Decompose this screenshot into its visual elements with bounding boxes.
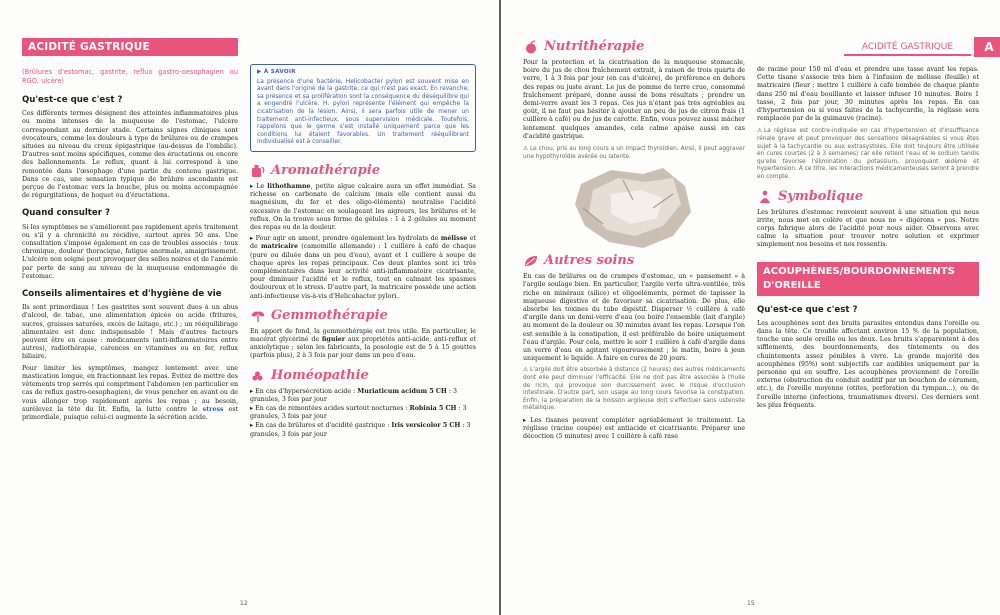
leaf-icon <box>523 254 539 268</box>
homeo-item-2: ▸ En cas de remontées acides surtout nocturnes : Robinia 5 CH : 3 granules, 3 fois par jour <box>250 405 467 421</box>
heading-what: Qu'est-ce que c'est ? <box>22 95 123 105</box>
section-header-acidite: ACIDITÉ GASTRIQUE <box>22 38 238 56</box>
symbolique-heading: Symbolique <box>757 190 979 204</box>
nutri-warning: ⚠ Le chou, pris au long cours a un impact thyroïdien. Ainsi, il peut aggraver une hypothyroïdie avérée ou latente. <box>523 146 745 160</box>
nutritherapie-heading: Nutrithérapie <box>523 40 745 54</box>
stress-link[interactable]: stress <box>202 405 224 413</box>
corner-letter: A <box>974 37 1000 57</box>
para-advice-2: Pour limiter les symptômes, mangez lentement avec une mastication longue, en fractionnant les repas. Évitez de mettre des vêtements trop serrés qui compriment l'abdomen (en particulier en cas de reflux gastro-oesophagien), de vous pencher en avant ou de vous allonger trop rapidement après les repas ; au besoin, surélevez la tête du lit. Enfin, la lutte contre le stress est primordiale, puisque celui-ci augmente la sécrétion acide. <box>22 364 238 421</box>
right-page <box>501 0 1000 615</box>
essential-oil-bottle-icon <box>250 164 266 178</box>
para-when: Si les symptômes ne s'améliorent pas rapidement après traitement ou s'il y a chronicité ou récidive, surtout après 50 ans. Une consultation s'impose également en cas de troubles associés : toux chronique, douleur thoracique, fatigue anormale, amaigrissement. L'ulcère non soigné peut provoquer des selles noires et de l'anémie par perte de sang au niveau de la muqueuse endommagée de l'estomac. <box>22 223 238 280</box>
granules-tube-icon <box>250 369 266 383</box>
page-number-right: 15 <box>747 600 755 607</box>
col2-warning: ⚠ La réglisse est contre-indiquée en cas d'hypertension et d'insuffisance rénale grave et peut provoquer des sensations désagréables si vous êtes sujet à la tachycardie ou aux extrasystoles. Elle doit toujours être utilisée en cures courtes (2 à 3 semaines) car elle retient l'eau et le sodium tandis qu'elle favorise l'élimination du potassium, provoquant œdème et hypertension. À ce titre, les interactions médicamenteuses seront à prendre en compte. <box>757 128 979 180</box>
page-number-left: 12 <box>240 600 248 607</box>
aroma-para-1: ▸ Le lithothamne, petite algue calcaire aura un effet immédiat. Sa richesse en carbonate de calcium (mais elle contient aussi du magnésium, du fer et des oligo-éléments) neutralise l'acidité excessive de l'estomac en soulageant les aigreurs, les brûlures et le reflux. On la trouve sous forme de gélules : 1 à 2 gélules au moment des repas ou de la douleur. <box>250 182 477 231</box>
autres-soins-heading: Autres soins <box>523 254 745 268</box>
a-savoir-title: ▶ À SAVOIR <box>257 69 296 75</box>
warning-icon: ⚠ <box>523 146 529 153</box>
autres-para-1: En cas de brûlures ou de crampes d'estomac, un « pansement » à l'argile soulage bien. En particulier, l'argile verte ultra-ventilée, très riche en minéraux (silice) et oligoéléments, permet de tapisser la muqueuse digestive et de favoriser sa cicatrisation. De plus, elle absorbe les toxines du tube digestif. Disperser ½ cuillère à café d'argile dans un demi-verre d'eau (ou boire l'ensemble (lait d'argile) au moment de la douleur ou 30 minutes avant les repas. Lorsque l'on est sensible à la constipation, il est préférable de boire uniquement l'eau d'argile. Pour cela, mettre le soir 1 cuillère à café d'argile dans un verre d'eau en agitant vigoureusement ; le matin, boire à jeun uniquement le liquide. À faire en cures de 20 jours. <box>523 273 745 363</box>
right-column-2 <box>757 66 979 413</box>
corner-tab <box>844 37 1000 57</box>
acou-heading: Qu'est-ce que c'est ? <box>757 304 858 315</box>
homeo-item-1: ▸ En cas d'hypersécrétion acide : Muriaticum acidum 5 CH : 3 granules, 3 fois par jour <box>250 387 458 403</box>
homeo-item-3: ▸ En cas de brûlures et d'acidité gastrique : Iris versicolor 5 CH : 3 granules, 3 fois par jour <box>250 422 471 438</box>
heading-advice: Conseils alimentaires et d'hygiène de vie <box>22 289 222 300</box>
acou-para: Les acouphènes sont des bruits parasites entendus dans l'oreille ou dans la tête. Ce trouble affectant environ 15 % de la population, touche une seule oreille ou les deux. Les bruits s'apparentent à des sifflements, des bourdonnements, des tintements ou des chuintements assez pénibles à vivre. La grande majorité des acouphènes (95%) sont subjectifs car audibles uniquement par la personne qui en souffre. Les acouphènes proviennent de l'oreille externe (obstruction du conduit auditif par un bouchon de cérumen, etc.), de l'oreille moyenne (otites, perforation du tympan...), ou de l'oreille interne (infections, traumatismes divers). Ces derniers sont les plus fréquents. <box>757 319 979 409</box>
left-page-col2 <box>250 64 476 442</box>
plant-bud-icon <box>250 309 266 323</box>
heading-when: Quand consulter ? <box>22 208 110 219</box>
para-advice-1: Ils sont primordiaux ! Les gastrites sont souvent dues à un abus d'alcool, de tabac, une alimentation épicée ou acide (fritures, sucres, graisses saturées, excès de laitage, etc.) ; un rééquilibrage alimentaire est donc indispensable ! Mais d'autres facteurs peuvent être en cause : médicaments (anti-inflammatoires entre autres), radiothérapie, carences en vitamines ou en fer, reflux biliaire. <box>22 304 238 361</box>
autres-para-2: ▸ Les tisanes peuvent compléter agréablement le traitement. La réglisse (racine coupée) est antiacide et cicatrisante. Préparer une décoction (5 minutes) avec 1 cuillère à café rase <box>523 417 745 441</box>
left-column <box>22 68 238 425</box>
right-column-1 <box>523 40 745 445</box>
symbol-figure-icon <box>757 190 773 204</box>
left-page <box>0 0 499 615</box>
corner-label: ACIDITÉ GASTRIQUE <box>844 40 971 56</box>
a-savoir-text: La présence d'une bactérie, Helicobacter pylori est souvent mise en avant dans l'origine de la gastrite, ce qui n'est pas exact. En revanche, sa présence et sa prolifération sont la conséquence du déséquilibre qui a engendré l'ulcère. H. pylori représente l'élément qui empêche la cicatrisation de la lésion. Ainsi, il sera parfois utile de mener un traitement anti-infectieux, sous supervision médicale. Toutefois, rappelons que le germe s'est installé uniquement parce que les conditions lui étaient favorables. Un traitement rééquilibrant individualisé est à conseiller. <box>257 78 469 146</box>
acouphenes-header: ACOUPHÈNES/BOURDONNEMENTS D'OREILLE <box>757 262 979 296</box>
a-savoir-box <box>250 64 476 152</box>
gemmotherapie-heading: Gemmothérapie <box>250 309 476 323</box>
fruit-icon <box>523 40 539 54</box>
symb-para: Les brûlures d'estomac renvoient souvent à une situation qui nous irrite, nous met en colère et que nous ne « digérons » pas. Notre corps fabrique alors de l'acidité pour nous aider. Observons avec calme la situation pour trouver notre solution et exprimer simplement nos besoins et nos ressentis. <box>757 208 979 249</box>
subtitle: (Brûlures d'estomac, gastrite, reflux gastro-oesophagien ou RGO, ulcère) <box>22 68 238 85</box>
col2-para: de racine pour 150 ml d'eau et prendre une tasse avant les repas. Cette tisane s'associe très bien à l'infusion de mélisse (feuille) et matricaire (fleur ; mettre 1 cuillère à café bombée de chaque plante dans 250 ml d'eau bouillante et laisser infuser 10 minutes. Boire 1 tasse, 2 fois par jour, 30 minutes après les repas. En cas d'hypertension ou si vous faites de la tachycardie, la réglisse sera remplacée par de la guimauve (racine). <box>757 66 979 123</box>
homeopathie-heading: Homéopathie <box>250 369 476 383</box>
nutri-para: Pour la protection et la cicatrisation de la muqueuse stomacale, boire du jus de chou fraîchement extrait, à raison de trois quarts de verre, 1 à 3 fois par jour (en cas d'ulcère), de préférence en dehors des repas ou juste avant. Le jus de pomme de terre crue, consommé fraîchement préparé, donne aussi de bons résultats ; prendre un demi-verre avant les 3 repas. Ces jus n'étant pas très agréables au goût, il ne faut pas hésiter à ajouter un peu de jus de citron frais (1 cuillère à café) ou de jus de carotte. Enfin, vous pouvez aussi mâcher lentement quelques amandes, cela calme apaise aussi en cas d'acidité gastrique. <box>523 59 745 140</box>
autres-warning: ⚠ L'argile doit être absorbée à distance (2 heures) des autres médicaments dont elle peut diminuer l'efficacité. Elle ne doit pas être associée à l'huile de ricin, qui provoque son durcissement avec le risque d'occlusion intestinale. D'autre part, son usage au long cours favorise la constipation. Enfin, la préparation de la boisson argileuse doit s'effectuer sans ustensile métallique. <box>523 367 745 412</box>
warning-icon: ⚠ <box>523 367 529 374</box>
warning-icon: ⚠ <box>757 128 763 135</box>
gemmo-para: En apport de fond, la gemmothérapie est très utile. En particulier, le macérat glycériné de figuier aux propriétés anti-acide, anti-reflux et anxiolytique ; selon les fabricants, la posologie est de 5 à 15 gouttes (parfois plus), 2 à 3 fois par jour dans un peu d'eau. <box>250 327 476 360</box>
para-what: Ces différents termes désignent des atteintes inflammatoires plus ou moins intenses de la muqueuse de l'estomac, l'ulcère correspondant au dernier stade. Certains signes cliniques sont évocateurs, comme les douleurs à type de brûlures ou de crampes situées au niveau du creux épigastrique (au-dessus de l'ombilic). D'autres sont moins spécifiques, comme des éructations ou encore des ballonnements. Le reflux, quant à lui correspond à une remontée dans l'œsophage d'une partie du contenu gastrique. Dans ce cas, une sensation typique de brûlure ascendante est perçue de l'estomac vers la bouche, plus ou moins accompagnée de régurgitations, de hoquet ou d'éructations. <box>22 110 238 200</box>
clay-stone-image <box>523 164 745 254</box>
aroma-para-2: ▸ Pour agir en amont, prendre également les hydrolats de mélisse et de matricaire (camomille allemande) : 1 cuillère à café de chaque (pure ou diluée dans un peu d'eau), avant et 1 cuillère à soupe de chaque après les repas principaux. Ces deux plantes sont ici très complémentaires dans leur activité anti-inflammatoire cicatrisante, pour diminuer l'acidité et le reflux, tout en calmant les spasmes douloureux et le stress. D'autre part, la matricaire possède une action anti-infectieuse vis-à-vis d'Helicobacter pylori. <box>250 235 476 300</box>
aromatherapie-heading: Aromathérapie <box>250 164 476 178</box>
